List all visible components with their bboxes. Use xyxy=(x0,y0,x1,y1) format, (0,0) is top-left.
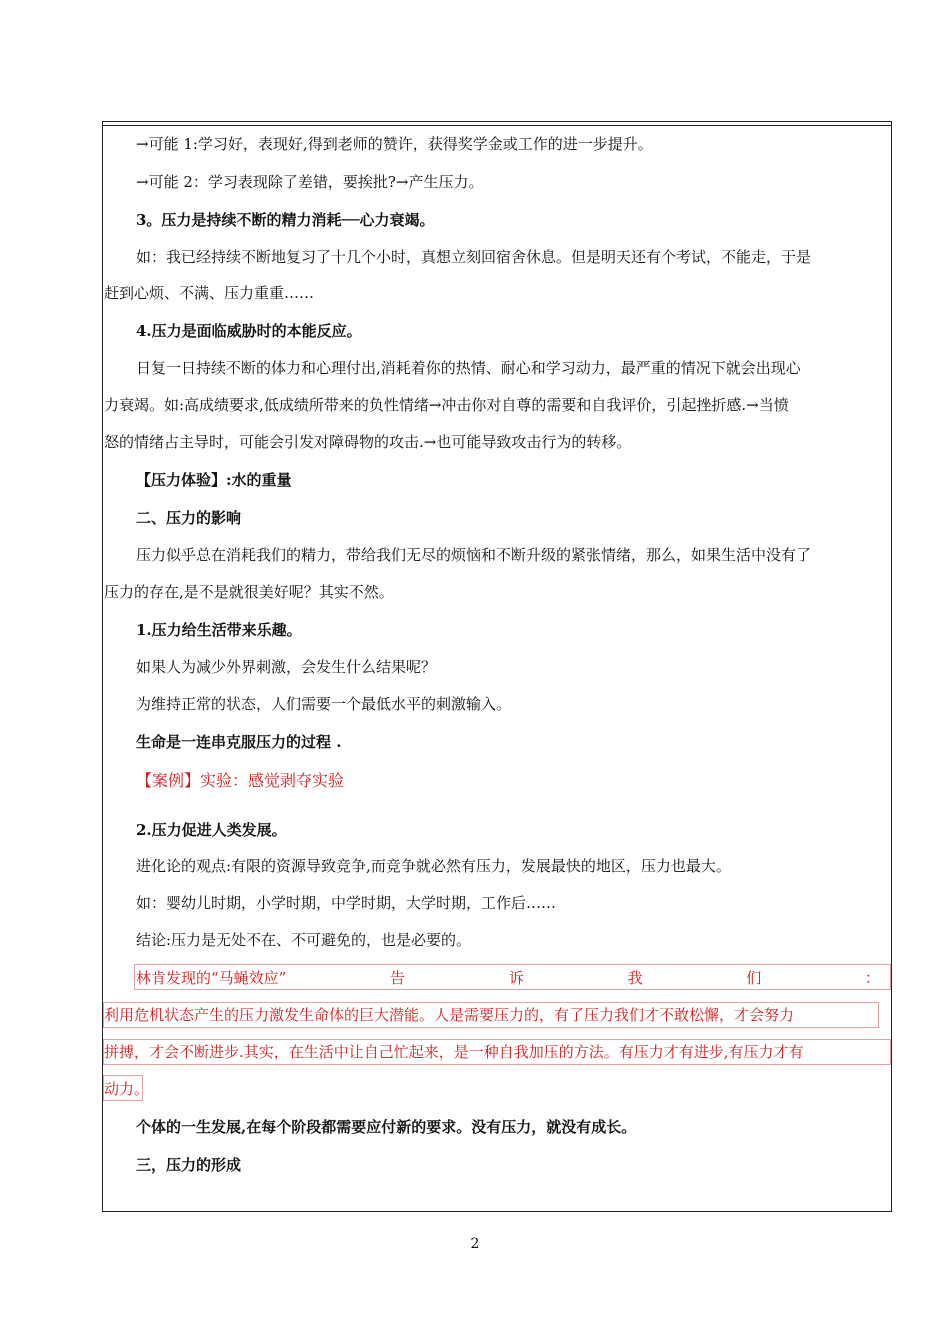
text-segment: ： xyxy=(864,969,880,987)
section-heading: 2.压力促进人类发展。 xyxy=(136,821,287,839)
text-line: 赶到心烦、不满、压力重重…… xyxy=(104,284,315,302)
text-segment: 们 xyxy=(746,969,762,987)
section-heading: 3。压力是持续不断的精力消耗──心力衰竭。 xyxy=(136,211,435,229)
case-label: 【案例】实验：感觉剥夺实验 xyxy=(136,771,345,790)
highlight-line: 动力。 xyxy=(104,1080,150,1098)
text-line: 结论:压力是无处不在、不可避免的，也是必要的。 xyxy=(136,931,472,949)
text-segment: 诉 xyxy=(508,969,524,987)
emphasis-line: 个体的一生发展,在每个阶段都需要应付新的要求。没有压力，就没有成长。 xyxy=(136,1118,637,1136)
text-segment: 告 xyxy=(390,969,406,987)
text-line: 怒的情绪占主导时，可能会引发对障碍物的攻击.→也可能导致攻击行为的转移。 xyxy=(104,433,632,451)
text-line: 如：婴幼儿时期，小学时期，中学时期，大学时期，工作后…… xyxy=(136,894,557,912)
section-heading: 1.压力给生活带来乐趣。 xyxy=(136,621,302,639)
section-heading: 二、压力的影响 xyxy=(136,509,242,527)
page-number: 2 xyxy=(470,1236,480,1252)
highlight-line: 利用危机状态产生的压力激发生命体的巨大潜能。人是需要压力的，有了压力我们才不敢松懈，才会努力 xyxy=(104,1006,795,1024)
fly-effect-line xyxy=(136,968,880,988)
text-line: 压力的存在,是不是就很美好呢？其实不然。 xyxy=(104,583,394,601)
text-line: 力衰竭。如:高成绩要求,低成绩所带来的负性情绪→冲击你对自尊的需要和自我评价，引起挫折感.→当愤 xyxy=(104,396,789,414)
text-line: →可能 2：学习表现除了差错，要挨批?→产生压力。 xyxy=(136,173,484,191)
text-line: 如果人为减少外界刺激，会发生什么结果呢？ xyxy=(136,658,437,676)
text-line: 进化论的观点:有限的资源导致竞争,而竞争就必然有压力，发展最快的地区，压力也最大。 xyxy=(136,857,731,875)
section-heading: 三，压力的形成 xyxy=(136,1156,242,1174)
text-segment: 林肯发现的“马蝇效应” xyxy=(136,969,287,987)
emphasis-line: 生命是一连串克服压力的过程 . xyxy=(136,733,342,751)
text-line: 如：我已经持续不断地复习了十几个小时，真想立刻回宿舍休息。但是明天还有个考试，不能走，于是 xyxy=(136,248,812,266)
text-line: 为维持正常的状态，人们需要一个最低水平的刺激输入。 xyxy=(136,695,512,713)
text-line: →可能 1:学习好，表现好,得到老师的赞许，获得奖学金或工作的进一步提升。 xyxy=(136,135,653,153)
text-line: 日复一日持续不断的体力和心理付出,消耗着你的热情、耐心和学习动力，最严重的情况下就会出现心 xyxy=(136,359,801,377)
text-segment: 我 xyxy=(627,969,643,987)
text-line: 压力似乎总在消耗我们的精力，带给我们无尽的烦恼和不断升级的紧张情绪，那么，如果生活中没有了 xyxy=(136,546,812,564)
highlight-line: 拼搏，才会不断进步.其实，在生活中让自己忙起来，是一种自我加压的方法。有压力才有进步,有压力才有 xyxy=(104,1043,804,1061)
activity-heading: 【压力体验】:水的重量 xyxy=(136,471,292,489)
section-heading: 4.压力是面临威胁时的本能反应。 xyxy=(136,322,362,340)
